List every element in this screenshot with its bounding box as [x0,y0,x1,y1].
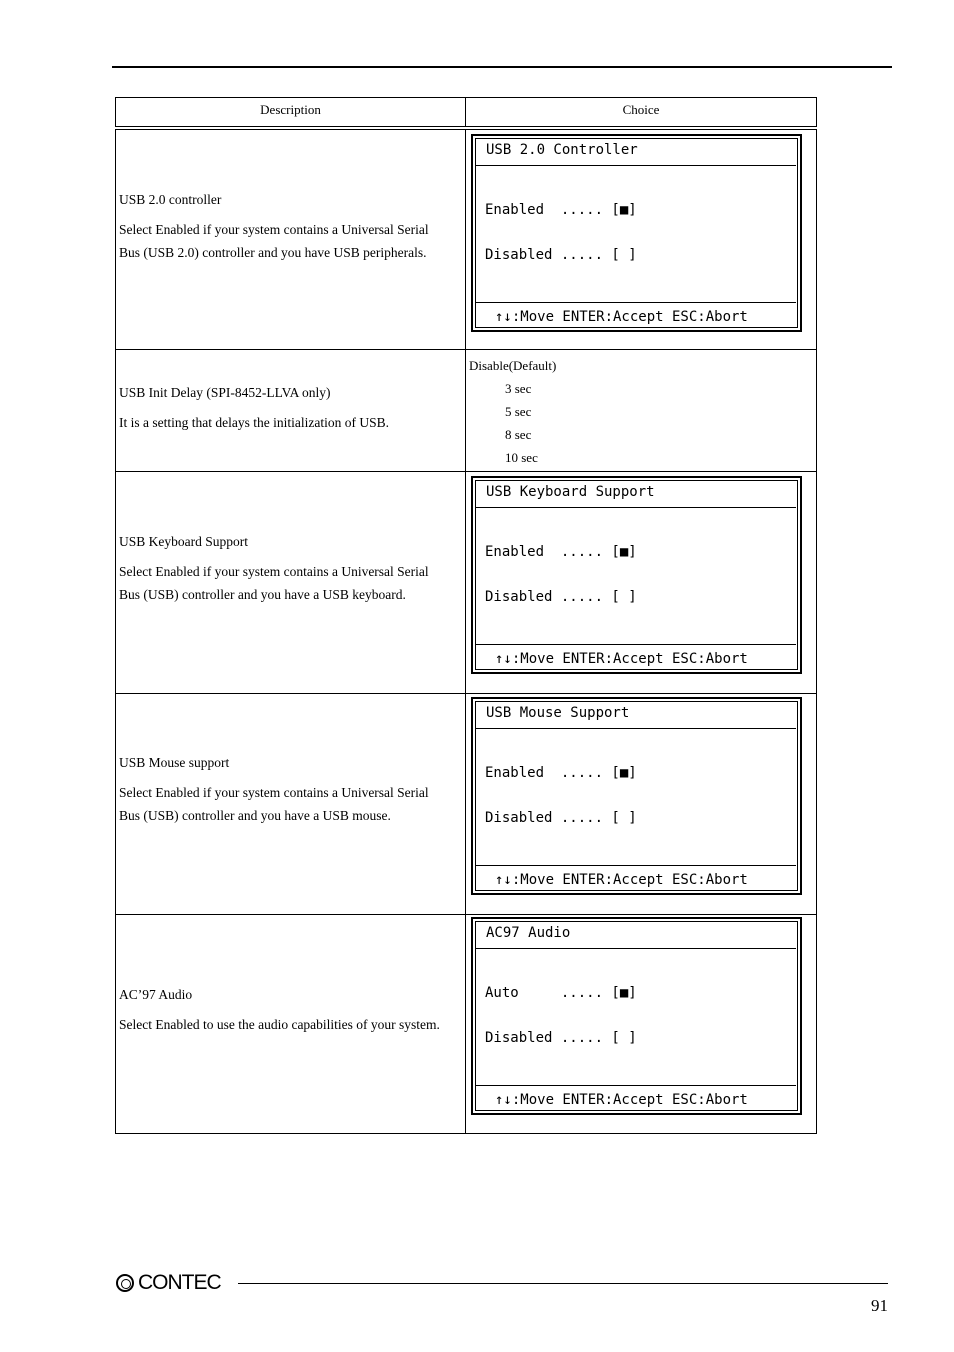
table-row-usb2-controller [115,129,817,350]
choice-list [469,354,556,469]
setting-body: Select Enabled if your system contains a Universal Serial Bus (USB) controller and you have a USB mouse. [119,785,429,823]
bios-dialog-title: USB 2.0 Controller [486,142,638,158]
bios-dialog-title: USB Keyboard Support [486,484,655,500]
description-column-header: Description [116,98,466,126]
setting-title: AC’97 Audio [119,987,193,1002]
bios-option-auto[interactable]: Auto ..... [■] [485,985,637,1001]
setting-body: Select Enabled to use the audio capabilities of your system. [119,1017,440,1032]
bios-option-disabled[interactable]: Disabled ..... [ ] [485,247,637,263]
bios-dialog [471,917,802,1115]
contec-emblem-icon [116,1274,134,1292]
setting-body: It is a setting that delays the initialization of USB. [119,415,389,430]
bios-dialog-title: USB Mouse Support [486,705,630,721]
bios-option-enabled[interactable]: Enabled ..... [■] [485,202,637,218]
page-number: 91 [871,1296,888,1315]
setting-title: USB Mouse support [119,755,230,770]
footer-rule [238,1283,888,1284]
setting-title: USB Init Delay (SPI-8452-LLVA only) [119,385,331,400]
bios-options [485,515,637,635]
bios-option-disabled[interactable]: Disabled ..... [ ] [485,589,637,605]
contec-logo [116,1271,221,1295]
setting-body: Select Enabled if your system contains a Universal Serial Bus (USB 2.0) controller and you have USB peripherals. [119,222,429,260]
bios-option-disabled[interactable]: Disabled ..... [ ] [485,1030,637,1046]
bios-key-help: ↑↓:Move ENTER:Accept ESC:Abort [495,872,748,888]
choice-item: Disable(Default) [469,358,557,373]
setting-description [119,530,451,606]
setting-description [119,381,451,434]
bios-key-help: ↑↓:Move ENTER:Accept ESC:Abort [495,309,748,325]
table-row-ac97-audio [115,915,817,1134]
bios-option-enabled[interactable]: Enabled ..... [■] [485,765,637,781]
setting-description [119,751,451,827]
setting-body: Select Enabled if your system contains a Universal Serial Bus (USB) controller and you have a USB keyboard. [119,564,429,602]
setting-title: USB 2.0 controller [119,192,222,207]
choice-item: 8 sec [505,427,532,442]
choice-item: 3 sec [505,381,532,396]
bios-dialog-title: AC97 Audio [486,925,571,941]
table-row-usb-init-delay [115,350,817,472]
setting-title: USB Keyboard Support [119,534,248,549]
table-header [115,97,817,127]
bios-option-disabled[interactable]: Disabled ..... [ ] [485,810,637,826]
brand-name: CONTEC [138,1271,221,1294]
setting-description [119,983,451,1036]
bios-options [485,736,637,856]
bios-key-help: ↑↓:Move ENTER:Accept ESC:Abort [495,651,748,667]
choice-item: 10 sec [505,450,538,465]
table-row-usb-keyboard [115,472,817,694]
header-rule [112,66,892,68]
choice-item: 5 sec [505,404,532,419]
bios-key-help: ↑↓:Move ENTER:Accept ESC:Abort [495,1092,748,1108]
bios-options [485,173,637,293]
bios-options [485,956,637,1076]
table-row-usb-mouse [115,694,817,915]
choice-column-header: Choice [622,102,660,117]
bios-dialog [471,134,802,332]
bios-dialog [471,476,802,674]
setting-description [119,188,451,264]
bios-option-enabled[interactable]: Enabled ..... [■] [485,544,637,560]
bios-dialog [471,697,802,895]
